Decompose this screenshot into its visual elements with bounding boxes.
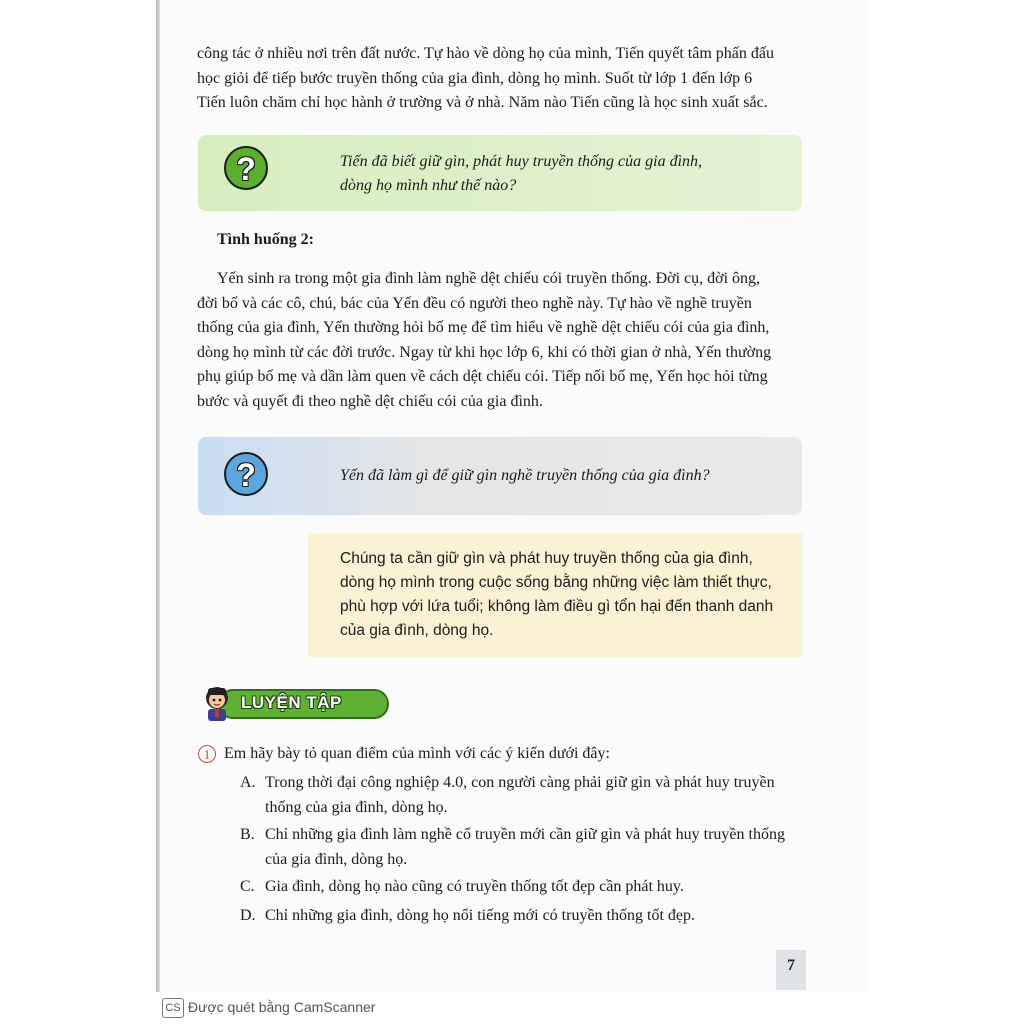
option-letter: B.: [240, 826, 255, 843]
option-line: thống của gia đình, dòng họ.: [265, 799, 448, 816]
option-text: Chỉ những gia đình, dòng họ nổi tiếng mới có truyền thống tốt đẹp.: [265, 907, 695, 924]
exercise-1-prompt: Em hãy bày tỏ quan điểm của mình với các ý kiến dưới đây:: [224, 745, 610, 762]
situation-2-line: dòng họ mình từ các đời trước. Ngay từ khi học lớp 6, khi có thời gian ở nhà, Yến thường: [197, 343, 772, 361]
situation-2-line: bước và quyết đi theo nghề dệt chiếu cói của gia đình.: [197, 392, 543, 410]
key-message-line: của gia đình, dòng họ.: [340, 622, 494, 639]
question-mark-icon: ?: [224, 452, 268, 496]
intro-line: học giỏi để tiếp bước truyền thống của gia đình, dòng họ mình. Suốt từ lớp 1 đến lớp 6: [197, 69, 753, 87]
option-letter: D.: [240, 907, 256, 924]
option-text: [265, 770, 810, 820]
situation-2-paragraph: [197, 267, 807, 414]
option-text: Gia đình, dòng họ nào cũng có truyền thống tốt đẹp cần phát huy.: [265, 878, 684, 895]
question-mark-icon: ?: [224, 146, 268, 190]
situation-2-line: thống của gia đình, Yến thường hỏi bố mẹ để tìm hiểu về nghề dệt chiếu cói của gia đình,: [197, 319, 770, 336]
question-1-line: Tiến đã biết giữ gìn, phát huy truyền thống của gia đình,: [340, 153, 703, 170]
intro-paragraph: [197, 42, 807, 116]
key-message-line: Chúng ta cần giữ gìn và phát huy truyền thống của gia đình,: [340, 550, 753, 567]
scan-right-margin: [868, 0, 1024, 992]
question-1-line: dòng họ mình như thế nào?: [340, 177, 517, 194]
scan-left-margin: [0, 0, 158, 992]
option-line: của gia đình, dòng họ.: [265, 851, 408, 868]
option-line: Chỉ những gia đình làm nghề cổ truyền mới cần giữ gìn và phát huy truyền thống: [265, 826, 785, 843]
situation-2-line: Yến sinh ra trong một gia đình làm nghề dệt chiếu cói truyền thống. Đời cụ, đời ông,: [217, 270, 761, 287]
option-letter: A.: [240, 774, 256, 791]
exercise-number-badge: 1: [198, 745, 216, 763]
student-mascot-icon: [200, 684, 234, 722]
key-message-text: [340, 547, 790, 643]
option-text: [265, 822, 810, 872]
key-message-line: dòng họ mình trong cuộc sống bằng những việc làm thiết thực,: [340, 574, 772, 591]
option-letter: C.: [240, 878, 255, 895]
situation-2-heading: Tình huống 2:: [217, 231, 314, 248]
question-1-text: [340, 150, 780, 198]
page-number: 7: [787, 957, 795, 974]
situation-2-line: phụ giúp bố mẹ và dần làm quen về cách dệt chiếu cói. Tiếp nối bố mẹ, Yến học hỏi từng: [197, 368, 768, 385]
intro-line: công tác ở nhiều nơi trên đất nước. Tự hào về dòng họ của mình, Tiến quyết tâm phấn đấu: [197, 45, 774, 62]
option-line: Trong thời đại công nghiệp 4.0, con người càng phải giữ gìn và phát huy truyền: [265, 774, 775, 791]
intro-line: Tiến luôn chăm chỉ học hành ở trường và ở nhà. Năm nào Tiến cũng là học sinh xuất sắc.: [197, 94, 768, 111]
situation-2-line: đời bố và các cô, chú, bác của Yến đều có người theo nghề này. Tự hào về nghề truyền: [197, 294, 752, 312]
key-message-line: phù hợp với lứa tuổi; không làm điều gì tổn hại đến thanh danh: [340, 598, 774, 615]
practice-title: LUYỆN TẬP: [241, 693, 342, 712]
scanner-footer: [0, 992, 1024, 1024]
question-2-text: Yến đã làm gì để giữ gìn nghề truyền thống của gia đình?: [340, 467, 710, 484]
camscanner-logo-icon: CS: [162, 998, 184, 1018]
camscanner-watermark: Được quét bằng CamScanner: [188, 999, 376, 1015]
